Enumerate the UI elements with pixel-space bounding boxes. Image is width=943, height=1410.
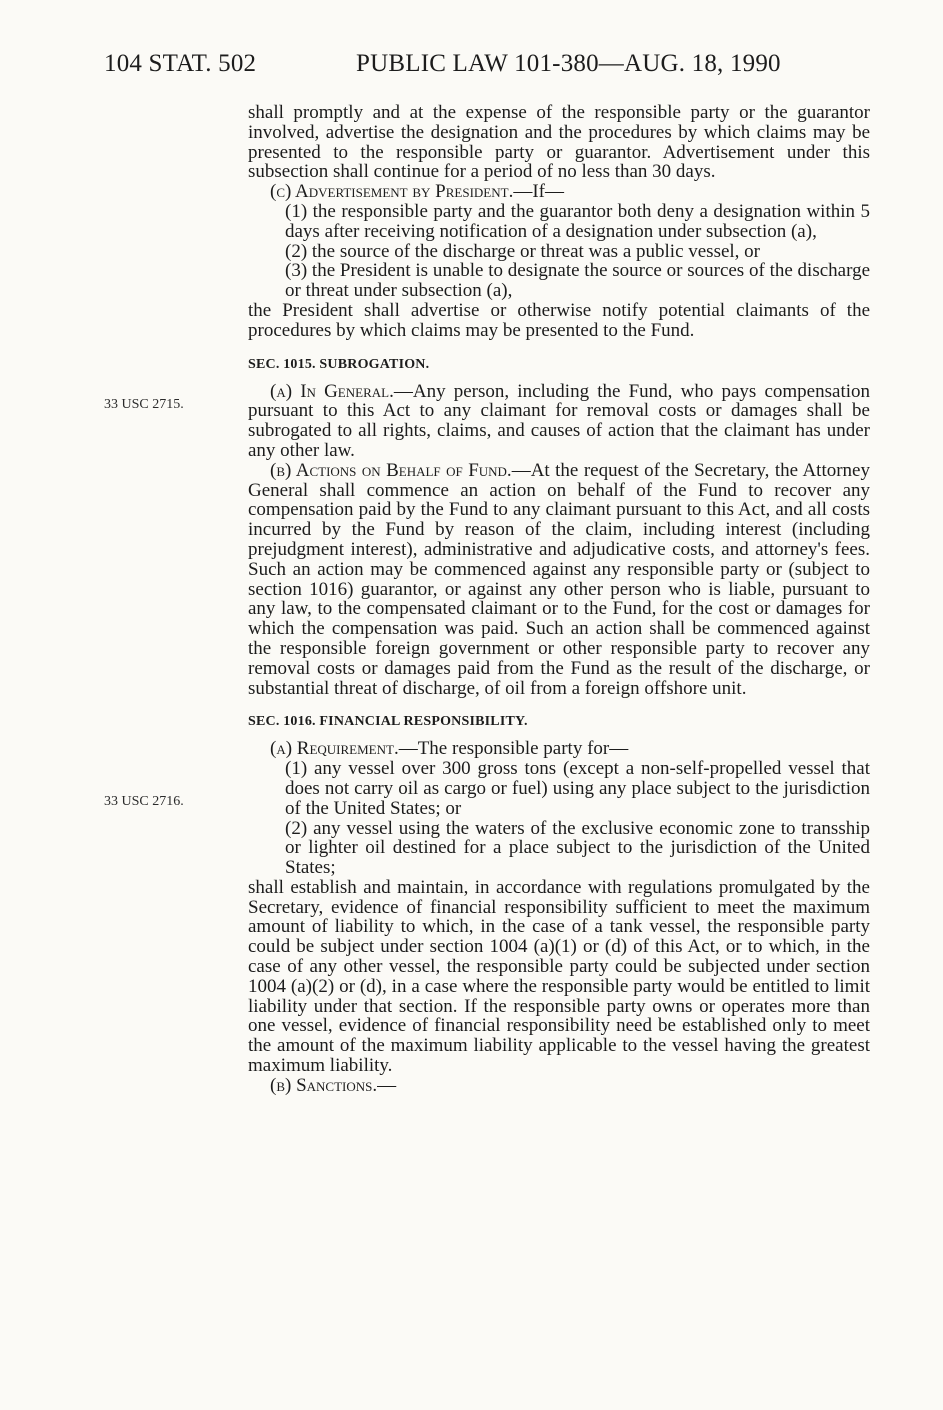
subsection-c-item-1: (1) the responsible party and the guarantor both deny a designation within 5 days after receiving notification of a designation under subsection (a),	[285, 200, 870, 242]
section-1016-a-heading: (a) Requirement.	[270, 738, 399, 760]
margin-note-usc-2715: 33 USC 2715.	[104, 397, 184, 412]
subsection-c-lead: —If—	[513, 181, 564, 203]
section-1015-b-heading: (b) Actions on Behalf of Fund.	[270, 459, 512, 481]
subsection-c-closing: the President shall advertise or otherwise notify potential claimants of the procedures by which claims may be presented to the Fund.	[248, 299, 870, 341]
statute-page-number: 104 STAT. 502	[104, 50, 257, 77]
margin-note-usc-2716: 33 USC 2716.	[104, 794, 184, 809]
section-1015-b	[248, 461, 870, 699]
section-1016-a-item-1: (1) any vessel over 300 gross tons (except a non-self-propelled vessel that does not carry oil as cargo or fuel) using any place subject to the jurisdiction of the United States; or	[285, 758, 870, 819]
section-1016-b-lead: —	[377, 1074, 397, 1096]
section-1015-a	[248, 382, 870, 461]
section-1015-a-heading: (a) In General.	[270, 380, 394, 402]
section-1016-title: SEC. 1016. FINANCIAL RESPONSIBILITY.	[248, 714, 528, 730]
subsection-c-item-2: (2) the source of the discharge or threat was a public vessel, or	[285, 240, 761, 262]
section-1015-b-text: —At the request of the Secretary, the Attorney General shall commence an action on behalf of the Fund to recover any compensation paid by the Fund to any claimant pursuant to this Act, and all costs incurred by the Fund by reason of the claim, including interest (including prejudgment interest), administrative and adjudicative costs, and attorney's fees. Such an action may be commenced against any responsible party or (subject to section 1016) guarantor, or against any other person who is liable, pursuant to any law, to the compensated claimant or to the Fund, for the cost or damages for which the compensation was paid. Such an action shall be commenced against the responsible foreign government or other responsible party to recover any removal costs or damages paid from the Fund as the result of the discharge, or substantial threat of discharge, of oil from a foreign offshore unit.	[248, 459, 870, 699]
section-1016-a-lead: —The responsible party for—	[398, 738, 629, 760]
page-header	[104, 50, 874, 90]
section-1015-a-text: —Any person, including the Fund, who pays compensation pursuant to this Act to any claimant for removal costs or damages shall be subrogated to all rights, claims, and causes of action that the claimant has under any other law.	[248, 380, 871, 461]
subsection-c	[248, 182, 870, 202]
subsection-c-item-3: (3) the President is unable to designate the source or sources of the discharge or threat under subsection (a),	[285, 260, 870, 302]
document-body	[248, 103, 870, 1096]
section-1015-title: SEC. 1015. SUBROGATION.	[248, 356, 430, 372]
section-1016-a	[248, 739, 870, 759]
section-1016-a-item-2: (2) any vessel using the waters of the exclusive economic zone to transship or lighter oil destined for a place subject to the jurisdiction of the United States;	[285, 817, 870, 879]
section-1016-a-closing: shall establish and maintain, in accordance with regulations promulgated by the Secretary, evidence of financial responsibility sufficient to meet the maximum amount of liability to which, in the case of a tank vessel, the responsible party could be subject under section 1004 (a)(1) or (d) of this Act, or to which, in the case of any other vessel, the responsible party could be subjected under section 1004 (a)(2) or (d), in a case where the responsible party would be entitled to limit liability under that section. If the responsible party owns or operates more than one vessel, evidence of financial responsibility need be established only to meet the amount of the maximum liability applicable to the vessel having the greatest maximum liability.	[248, 876, 870, 1077]
public-law-title: PUBLIC LAW 101-380—AUG. 18, 1990	[356, 50, 781, 77]
section-1016-b	[248, 1076, 870, 1096]
section-1016-b-heading: (b) Sanctions.	[270, 1074, 378, 1096]
opening-paragraph: shall promptly and at the expense of the responsible party or the guarantor involved, advertise the designation and the procedures by which claims may be presented to the responsible party or guarantor. Advertisement under this subsection shall continue for a period of no less than 30 days.	[248, 102, 870, 183]
subsection-c-heading: (c) Advertisement by President.	[270, 181, 514, 203]
